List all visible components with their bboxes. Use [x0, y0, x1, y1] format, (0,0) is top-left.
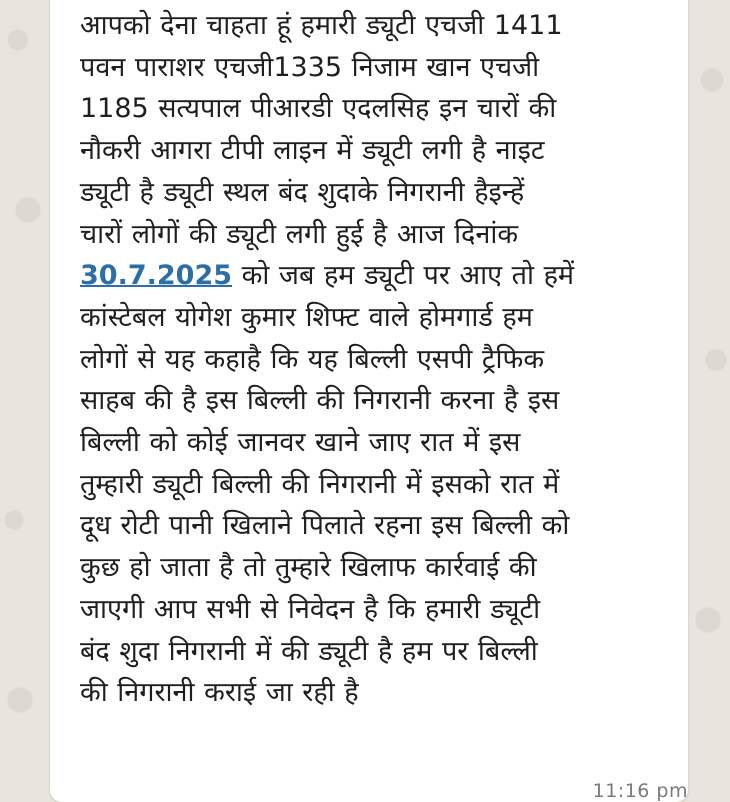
- message-line-with-date: [80, 255, 674, 297]
- message-line: जाएगी आप सभी से निवेदन है कि हमारी ड्यूटी: [80, 593, 541, 625]
- message-line: साहब की है इस बिल्ली की निगरानी करना है इस: [80, 385, 560, 417]
- message-line: दूध रोटी पानी खिलाने पिलाते रहना इस बिल्ली को: [80, 510, 570, 542]
- message-line: चारों लोगों की ड्यूटी लगी हुई है आज दिनांक: [80, 218, 519, 250]
- message-line: की निगरानी कराई जा रही है: [80, 677, 359, 709]
- date-line-rest: को जब हम ड्यूटी पर आए तो हमें: [232, 260, 575, 292]
- message-line: पवन पाराशर एचजी1335 निजाम खान एचजी: [80, 51, 540, 83]
- message-line: तुम्हारी ड्यूटी बिल्ली की निगरानी में इसको रात में: [80, 468, 560, 500]
- message-line: आपको देना चाहता हूं हमारी ड्यूटी एचजी 1411: [80, 10, 563, 41]
- message-timestamp: 11:16 pm: [592, 780, 688, 802]
- message-line: ड्यूटी है ड्यूटी स्थल बंद शुदाके निगरानी हैइन्हें: [80, 176, 525, 208]
- message-line: कांस्टेबल योगेश कुमार शिफ्ट वाले होमगार्ड हम: [80, 301, 533, 333]
- date-link[interactable]: 30.7.2025: [80, 260, 233, 292]
- message-line: नौकरी आगरा टीपी लाइन में ड्यूटी लगी है नाइट: [80, 135, 545, 167]
- message-line: बंद शुदा निगरानी में की ड्यूटी है हम पर बिल्ली: [80, 635, 538, 667]
- message-text: [80, 5, 674, 714]
- message-line: बिल्ली को कोई जानवर खाने जाए रात में इस: [80, 427, 521, 459]
- message-line: कुछ हो जाता है तो तुम्हारे खिलाफ कार्रवाई की: [80, 552, 537, 584]
- message-line: 1185 सत्यपाल पीआरडी एदलसिह इन चारों की: [80, 93, 557, 125]
- message-line: लोगों से यह कहाहै कि यह बिल्ली एसपी ट्रैफिक: [80, 343, 545, 375]
